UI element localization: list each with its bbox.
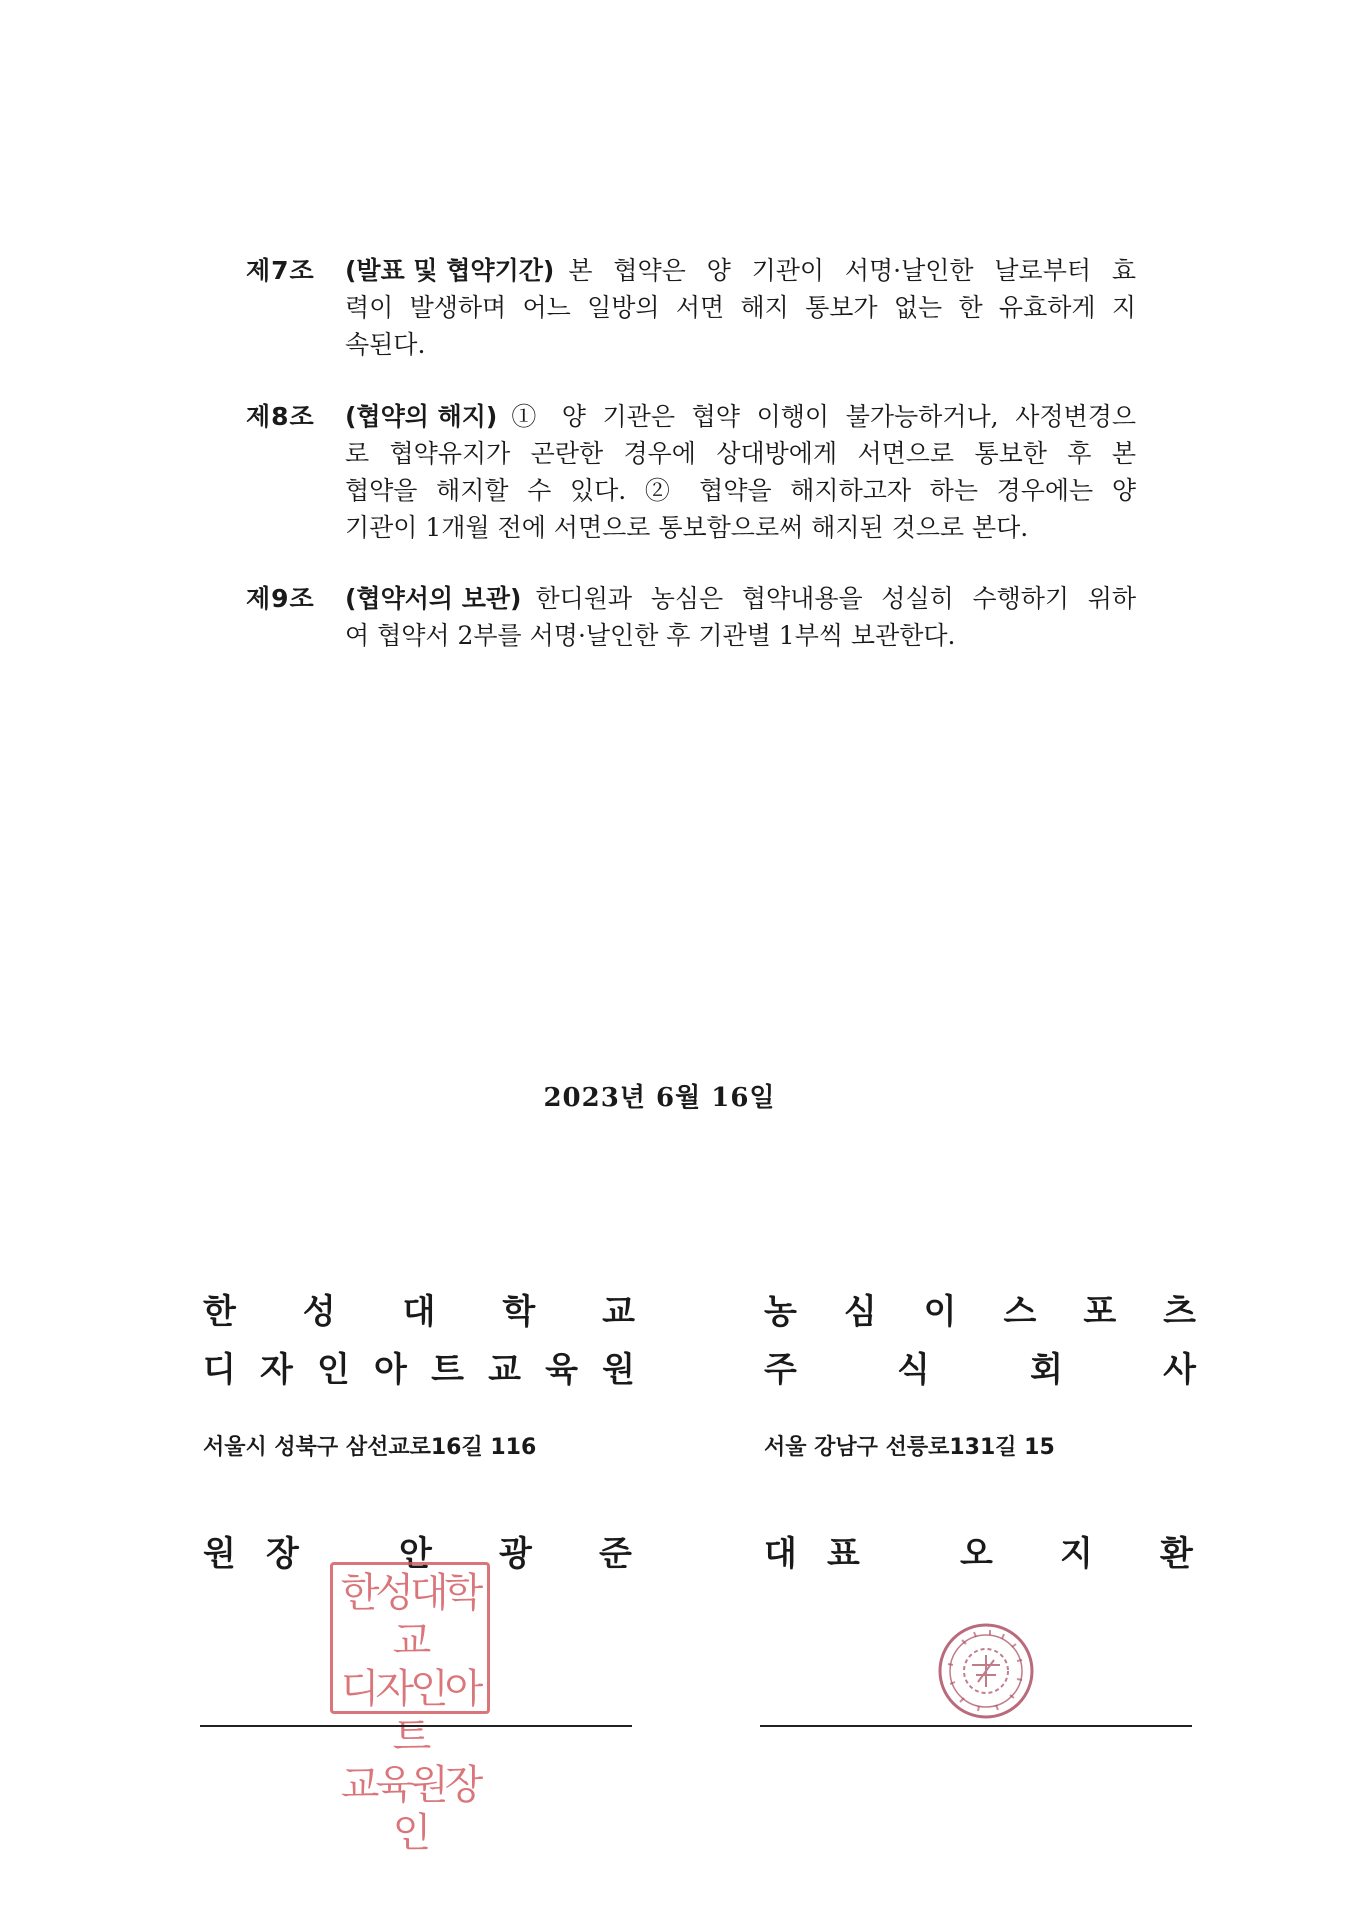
right-signature-line — [760, 1725, 1192, 1727]
seal-text-row: 교육원장인 — [340, 1762, 480, 1856]
article-9 — [246, 580, 1136, 654]
signer-name-char: 안 — [399, 1534, 432, 1574]
org-name-line2 — [764, 1341, 1196, 1399]
signer-title-char: 장 — [266, 1534, 299, 1574]
signer-title-char: 표 — [827, 1534, 860, 1574]
signer-name-char: 지 — [1060, 1534, 1093, 1574]
org-char: 회 — [1030, 1350, 1063, 1390]
org-char: 츠 — [1163, 1292, 1196, 1332]
seal-text-row: 한성대학교 — [340, 1570, 480, 1664]
article-text-line: 본 협약은 양 기관이 서명·날인한 날로부터 효 — [568, 256, 1136, 285]
article-7 — [246, 252, 1136, 363]
org-char: 사 — [1163, 1350, 1196, 1390]
org-char: 한 — [203, 1292, 236, 1332]
article-8 — [246, 398, 1136, 546]
signer-name-char: 준 — [599, 1534, 632, 1574]
signer-name-char: 광 — [499, 1534, 532, 1574]
org-char: 스 — [1003, 1292, 1037, 1332]
signer-name-char: 오 — [960, 1534, 993, 1574]
left-signature-line — [200, 1725, 632, 1727]
org-char: 포 — [1083, 1292, 1117, 1332]
org-char: 교 — [602, 1292, 635, 1332]
agreement-date: 2023년 6월 16일 — [543, 1083, 776, 1113]
org-name-line2 — [203, 1341, 635, 1399]
org-char: 이 — [923, 1292, 957, 1332]
org-name-line1 — [764, 1283, 1196, 1341]
org-char: 자 — [260, 1350, 293, 1390]
article-text-line: 협약을 해지할 수 있다. ② 협약을 해지하고자 하는 경우에는 양 — [345, 476, 1136, 505]
party-right-address: 서울 강남구 선릉로131길 15 — [764, 1435, 1055, 1460]
org-char: 농 — [764, 1292, 797, 1332]
party-left-org — [203, 1283, 635, 1399]
article-number: 제9조 — [246, 584, 315, 613]
article-number: 제8조 — [246, 402, 315, 431]
org-char: 대 — [402, 1292, 436, 1332]
party-left-address: 서울시 성북구 삼선교로16길 116 — [203, 1435, 537, 1460]
article-text-line: 속된다. — [345, 330, 426, 359]
org-char: 디 — [203, 1350, 236, 1390]
right-seal-stamp — [932, 1620, 1040, 1722]
signer-name-char: 환 — [1160, 1534, 1193, 1574]
article-title: (협약의 해지) — [345, 402, 498, 431]
article-title: (발표 및 협약기간) — [345, 256, 555, 285]
org-char: 학 — [502, 1292, 536, 1332]
org-char: 교 — [488, 1350, 521, 1390]
org-char: 성 — [302, 1292, 336, 1332]
left-seal-stamp — [330, 1562, 490, 1856]
signer-title-char: 원 — [203, 1534, 236, 1574]
article-title: (협약서의 보관) — [345, 584, 522, 613]
org-char: 육 — [545, 1350, 578, 1390]
article-number: 제7조 — [246, 256, 315, 285]
signer-title-char: 대 — [764, 1534, 797, 1574]
org-name-line1 — [203, 1283, 635, 1341]
org-char: 트 — [431, 1350, 464, 1390]
agreement-date-row — [0, 1077, 1359, 1114]
org-char: 주 — [764, 1350, 797, 1390]
party-right-org — [764, 1283, 1196, 1399]
article-text-line: ① 양 기관은 협약 이행이 불가능하거나, 사정변경으 — [511, 402, 1136, 431]
party-right-signer — [764, 1530, 1196, 1578]
article-text-line: 기관이 1개월 전에 서면으로 통보함으로써 해지된 것으로 본다. — [345, 513, 1029, 542]
org-char: 원 — [602, 1350, 635, 1390]
org-char: 아 — [374, 1350, 407, 1390]
org-char: 심 — [843, 1292, 877, 1332]
article-text-line: 로 협약유지가 곤란한 경우에 상대방에게 서면으로 통보한 후 본 — [345, 439, 1136, 468]
org-char: 식 — [897, 1350, 930, 1390]
article-text-line: 여 협약서 2부를 서명·날인한 후 기관별 1부씩 보관한다. — [345, 621, 956, 650]
article-text-line: 한디원과 농심은 협약내용을 성실히 수행하기 위하 — [535, 584, 1136, 613]
article-text-line: 력이 발생하며 어느 일방의 서면 해지 통보가 없는 한 유효하게 지 — [345, 293, 1136, 322]
org-char: 인 — [317, 1350, 350, 1390]
seal-text-row: 디자인아트 — [340, 1666, 480, 1760]
